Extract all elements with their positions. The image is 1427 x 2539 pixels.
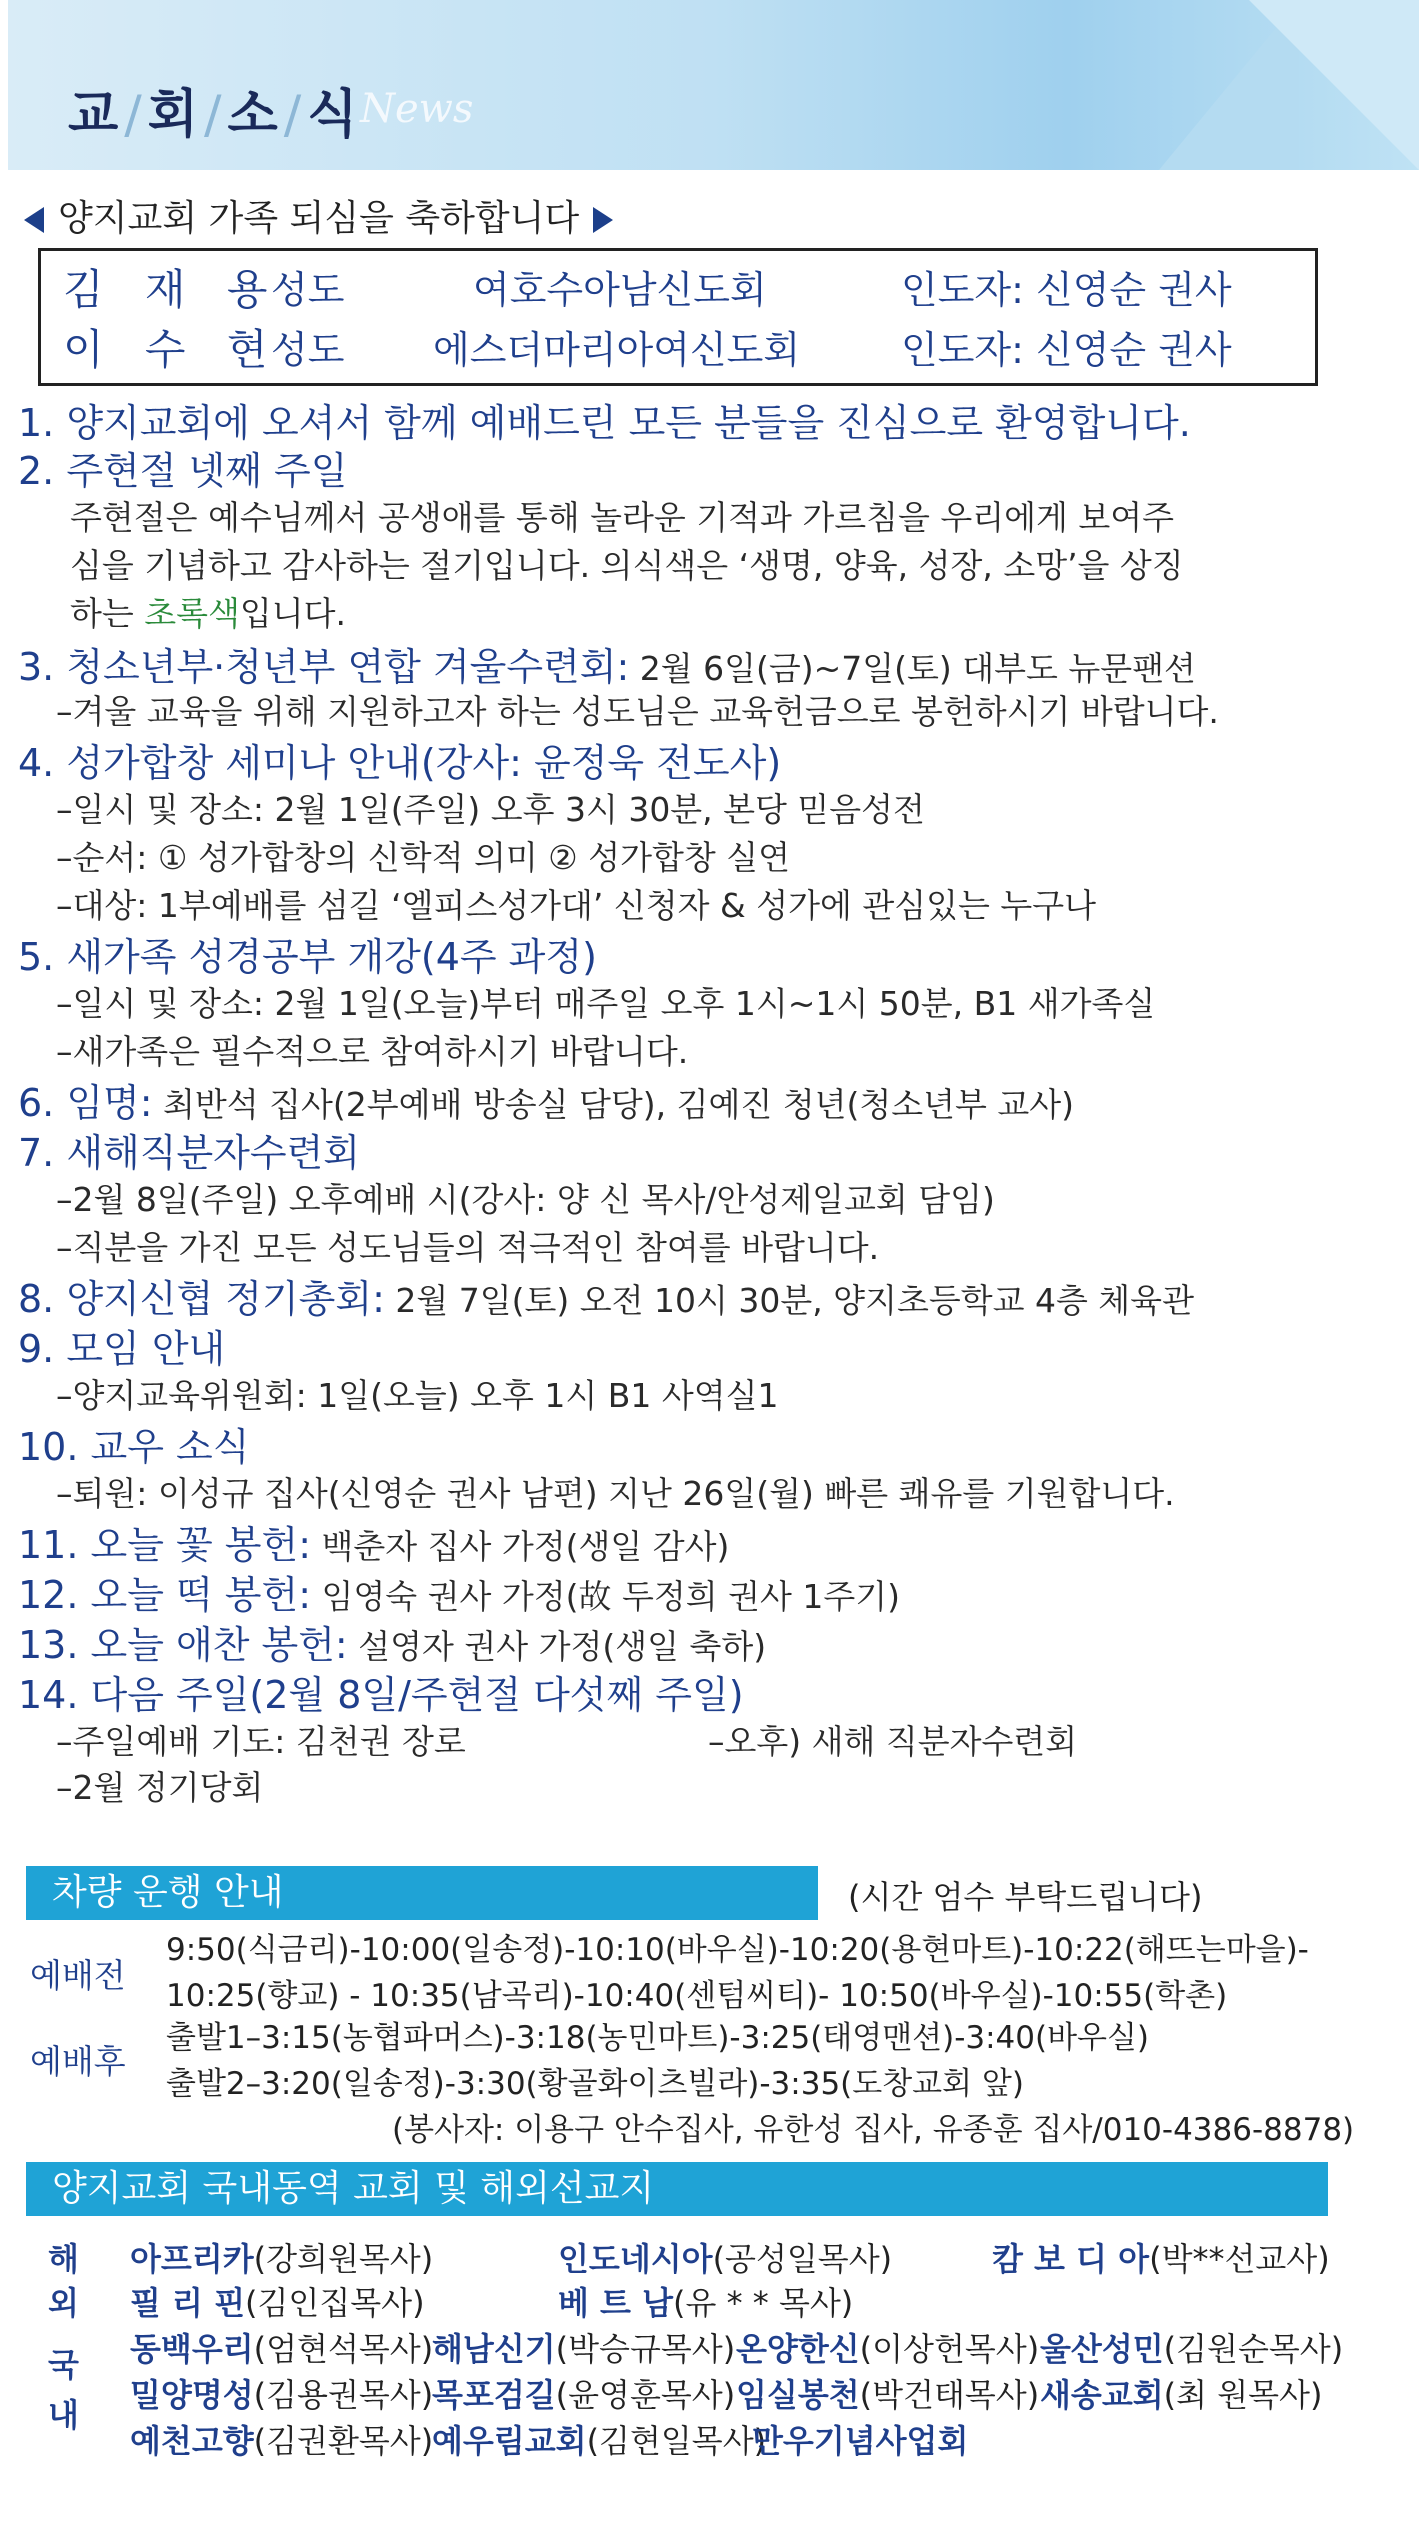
member-name: 김 재 용 bbox=[63, 265, 282, 314]
header-decoration-corner bbox=[1249, 0, 1419, 170]
news-item-10-detail: –퇴원: 이성규 집사(신영순 권사 남편) 지난 26일(월) 빠른 쾌유를 기원합니다. bbox=[56, 1474, 1175, 1513]
page-subtitle: News bbox=[360, 86, 474, 132]
news-item-14: 14. 다음 주일(2월 8일/주현절 다섯째 주일) bbox=[18, 1673, 744, 1717]
news-item-3-detail: –겨울 교육을 위해 지원하고자 하는 성도님은 교육헌금으로 봉헌하시기 바랍니다. bbox=[56, 692, 1219, 731]
news-item-14-detail: –오후) 새해 직분자수련회 bbox=[708, 1722, 1078, 1761]
mission-entry: 만우기념사업회 bbox=[752, 2422, 969, 2460]
bus-route-line: 10:25(향교) - 10:35(남곡리)-10:40(센텀씨티)- 10:50(바우실)-10:55(학촌) bbox=[166, 1978, 1228, 2014]
news-item-14-detail: –주일예배 기도: 김천권 장로 bbox=[56, 1722, 466, 1761]
member-group: 여호수아남신도회 bbox=[473, 268, 767, 312]
news-item-7-detail: –직분을 가진 모든 성도님들의 적극적인 참여를 바랍니다. bbox=[56, 1228, 880, 1267]
bus-route-line: 출발1–3:15(농협파머스)-3:18(농민마트)-3:25(태영맨션)-3:40(바우실) bbox=[166, 2020, 1150, 2056]
member-title: 성도 bbox=[271, 328, 345, 372]
news-item-6: 6. 임명: 최반석 집사(2부예배 방송실 담당), 김예진 청년(청소년부 교사) bbox=[18, 1081, 1075, 1125]
bus-volunteers: (봉사자: 이용구 안수집사, 유한성 집사, 유종훈 집사/010-4386-8878) bbox=[392, 2112, 1355, 2148]
news-item-2-detail: 심을 기념하고 감사하는 절기입니다. 의식색은 ‘생명, 양육, 성장, 소망’을 상징 bbox=[70, 546, 1184, 585]
news-item-4-detail: –대상: 1부예배를 섬길 ‘엘피스성가대’ 신청자 & 성가에 관심있는 누구나 bbox=[56, 886, 1096, 925]
mission-entry: 아프리카(강희원목사) bbox=[130, 2240, 434, 2278]
news-item-12: 12. 오늘 떡 봉헌: 임영숙 권사 가정(故 두정희 권사 1주기) bbox=[18, 1573, 900, 1617]
member-name: 이 수 현 bbox=[63, 325, 282, 374]
mission-entry: 새송교회(최 원목사) bbox=[1040, 2376, 1323, 2414]
news-item-5-detail: –새가족은 필수적으로 참여하시기 바랍니다. bbox=[56, 1032, 689, 1071]
triangle-right-icon bbox=[593, 207, 613, 233]
news-item-5: 5. 새가족 성경공부 개강(4주 과정) bbox=[18, 935, 597, 979]
news-item-7-detail: –2월 8일(주일) 오후예배 시(강사: 양 신 목사/안성제일교회 담임) bbox=[56, 1180, 995, 1219]
mission-entry: 울산성민(김원순목사) bbox=[1040, 2330, 1344, 2368]
news-item-4-detail: –순서: ① 성가합창의 신학적 의미 ② 성가합창 실연 bbox=[56, 838, 791, 877]
news-item-7: 7. 새해직분자수련회 bbox=[18, 1131, 360, 1175]
overseas-label: 해 bbox=[48, 2240, 79, 2278]
news-item-8: 8. 양지신협 정기총회: 2월 7일(토) 오전 10시 30분, 양지초등학교 4층 체육관 bbox=[18, 1277, 1194, 1321]
welcome-heading: 양지교회 가족 되심을 축하합니다 bbox=[24, 190, 613, 241]
bus-note: (시간 엄수 부탁드립니다) bbox=[848, 1878, 1203, 1916]
mission-entry: 캄 보 디 아(박**선교사) bbox=[992, 2240, 1330, 2278]
news-item-5-detail: –일시 및 장소: 2월 1일(오늘)부터 매주일 오후 1시~1시 50분, B1 새가족실 bbox=[56, 984, 1156, 1023]
mission-entry: 필 리 핀(김인집목사) bbox=[130, 2284, 425, 2322]
news-item-3: 3. 청소년부·청년부 연합 겨울수련회: 2월 6일(금)~7일(토) 대부도 뉴문팬션 bbox=[18, 645, 1196, 689]
news-item-1: 1. 양지교회에 오셔서 함께 예배드린 모든 분들을 진심으로 환영합니다. bbox=[18, 401, 1191, 445]
mission-entry: 베 트 남(유 * * 목사) bbox=[558, 2284, 854, 2322]
news-item-4: 4. 성가합창 세미나 안내(강사: 윤정욱 전도사) bbox=[18, 741, 782, 785]
news-item-11: 11. 오늘 꽃 봉헌: 백춘자 집사 가정(생일 감사) bbox=[18, 1523, 730, 1567]
bus-after-label: 예배후 bbox=[30, 2042, 126, 2081]
bus-section-title: 차량 운행 안내 bbox=[26, 1866, 818, 1920]
missions-section-title: 양지교회 국내동역 교회 및 해외선교지 bbox=[26, 2162, 1328, 2216]
page-title: 교/회/소/식 bbox=[68, 85, 360, 145]
news-item-9: 9. 모임 안내 bbox=[18, 1327, 226, 1371]
bus-route-line: 출발2–3:20(일송정)-3:30(황골화이츠빌라)-3:35(도창교회 앞) bbox=[166, 2066, 1024, 2102]
bus-route-line: 9:50(식금리)-10:00(일송정)-10:10(바우실)-10:20(용현마트)-10:22(해뜨는마을)- bbox=[166, 1932, 1309, 1968]
new-member-row bbox=[41, 317, 1315, 377]
member-title: 성도 bbox=[271, 268, 345, 312]
mission-entry: 임실봉천(박건태목사) bbox=[736, 2376, 1040, 2414]
domestic-label: 국 bbox=[48, 2346, 79, 2384]
domestic-label: 내 bbox=[48, 2396, 79, 2434]
news-item-4-detail: –일시 및 장소: 2월 1일(주일) 오후 3시 30분, 본당 믿음성전 bbox=[56, 790, 925, 829]
mission-entry: 온양한신(이상헌목사) bbox=[736, 2330, 1040, 2368]
member-guide: 인도자: 신영순 권사 bbox=[901, 268, 1232, 312]
new-members-box bbox=[38, 248, 1318, 386]
news-item-9-detail: –양지교육위원회: 1일(오늘) 오후 1시 B1 사역실1 bbox=[56, 1376, 779, 1415]
news-item-10: 10. 교우 소식 bbox=[18, 1425, 250, 1469]
member-guide: 인도자: 신영순 권사 bbox=[901, 328, 1232, 372]
mission-entry: 동백우리(엄현석목사) bbox=[130, 2330, 434, 2368]
news-item-13: 13. 오늘 애찬 봉헌: 설영자 권사 가정(생일 축하) bbox=[18, 1623, 767, 1667]
mission-entry: 인도네시아(공성일목사) bbox=[558, 2240, 893, 2278]
news-item-2-detail: 하는 초록색입니다. bbox=[70, 594, 347, 633]
bus-before-label: 예배전 bbox=[30, 1956, 126, 1995]
news-item-2-detail: 주현절은 예수님께서 공생애를 통해 놀라운 기적과 가르침을 우리에게 보여주 bbox=[70, 498, 1175, 537]
mission-entry: 예천고향(김권환목사) bbox=[130, 2422, 434, 2460]
section-header bbox=[8, 0, 1419, 170]
news-item-2: 2. 주현절 넷째 주일 bbox=[18, 449, 348, 493]
mission-entry: 해남신기(박승규목사) bbox=[432, 2330, 736, 2368]
member-group: 에스더마리아여신도회 bbox=[433, 328, 801, 372]
mission-entry: 예우림교회(김현일목사) bbox=[432, 2422, 767, 2460]
overseas-label: 외 bbox=[48, 2284, 79, 2322]
news-item-14-detail: –2월 정기당회 bbox=[56, 1768, 264, 1807]
triangle-left-icon bbox=[24, 207, 44, 233]
new-member-row bbox=[41, 257, 1315, 317]
mission-entry: 목포검길(윤영훈목사) bbox=[432, 2376, 736, 2414]
mission-entry: 밀양명성(김용권목사) bbox=[130, 2376, 434, 2414]
